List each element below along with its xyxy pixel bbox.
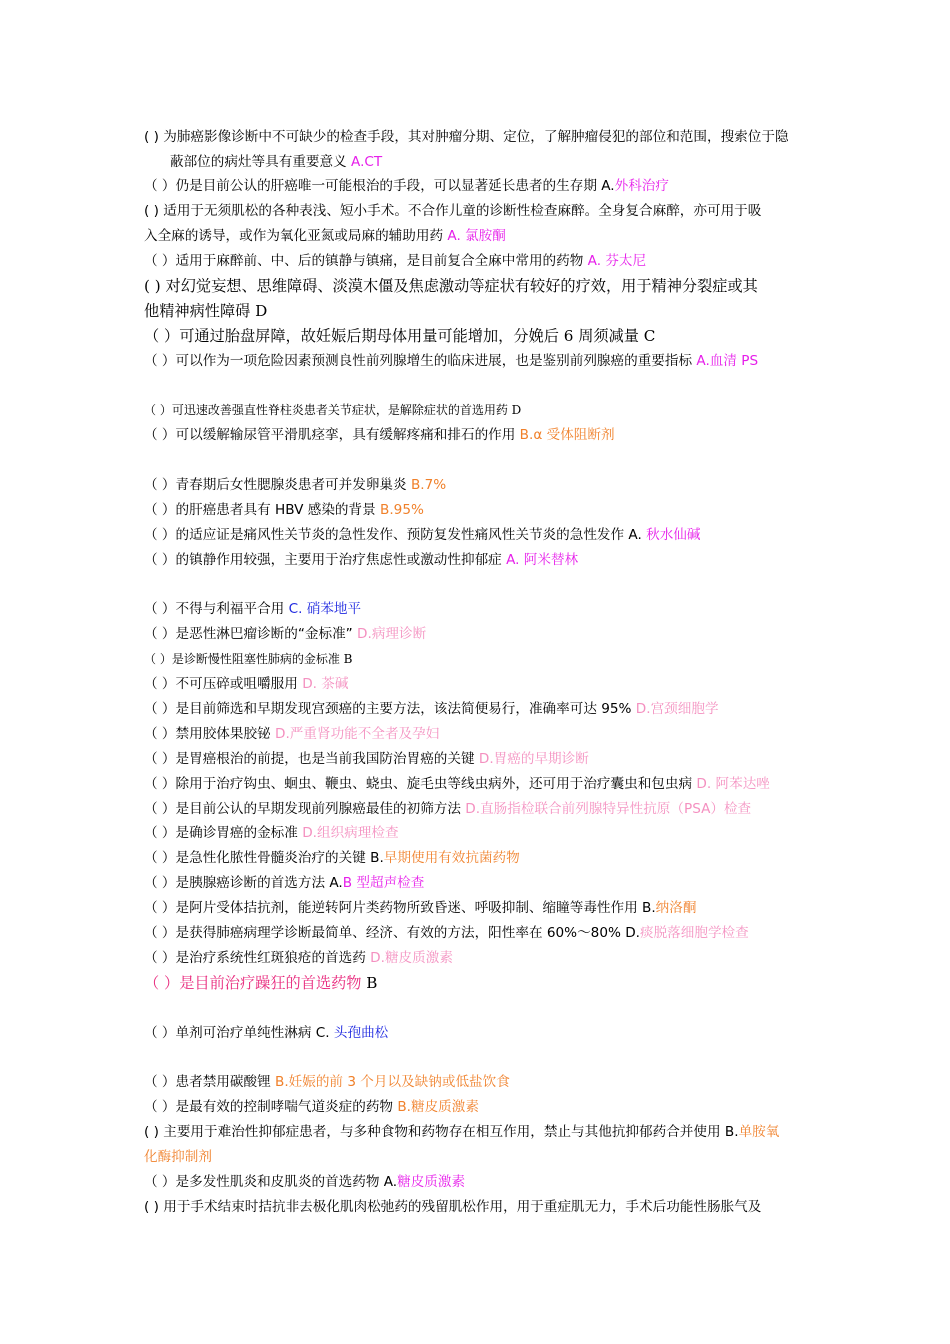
- question-text: （ ）是多发性肌炎和皮肌炎的首选药物 A.: [144, 1174, 398, 1190]
- answer-text: A. 氯胺酮: [447, 228, 506, 244]
- answer-text: D.糖皮质激素: [370, 950, 453, 966]
- answer-text: 化酶抑制剂: [144, 1149, 212, 1165]
- text-line: [144, 398, 824, 423]
- text-line: [144, 1145, 824, 1170]
- text-line: [144, 821, 824, 846]
- text-line: [144, 797, 824, 822]
- text-line: [144, 498, 824, 523]
- text-line: [144, 846, 824, 871]
- answer-text: A.CT: [351, 154, 383, 170]
- answer-text: C. 硝苯地平: [288, 601, 362, 617]
- answer-text: 秋水仙碱: [646, 527, 701, 543]
- question-text: 入全麻的诱导，或作为氧化亚氮或局麻的辅助用药: [144, 228, 448, 244]
- question-text: （ ）单剂可治疗单纯性淋病 C.: [144, 1025, 334, 1041]
- text-line: [144, 473, 824, 498]
- question-text: （ ）除用于治疗钩虫、蛔虫、鞭虫、蛲虫、旋毛虫等线虫病外，还可用于治疗囊虫和包虫病: [144, 776, 697, 792]
- answer-text: B 型超声检查: [342, 875, 425, 891]
- text-line: [170, 150, 850, 175]
- text-line: [144, 224, 824, 249]
- text-line: [144, 1195, 824, 1220]
- answer-text: B.妊娠的前 3 个月以及缺钠或低盐饮食: [275, 1074, 510, 1090]
- question-text: （ ）适用于麻醉前、中、后的镇静与镇痛，是目前复合全麻中常用的药物: [144, 253, 588, 269]
- text-line: [144, 125, 824, 150]
- text-line: [144, 423, 824, 448]
- question-text: （ ）青春期后女性腮腺炎患者可并发卵巢炎: [144, 477, 411, 493]
- question-text: （ ）是目前筛选和早期发现宫颈癌的主要方法，该法简便易行，准确率可达 95%: [144, 701, 636, 717]
- answer-text: D.组织病理检查: [302, 825, 399, 841]
- text-line: [144, 523, 824, 548]
- answer-text: D.病理诊断: [357, 626, 427, 642]
- answer-text: 糖皮质激素: [397, 1174, 466, 1190]
- answer-text: D.胃癌的早期诊断: [478, 751, 589, 767]
- text-line: [144, 722, 824, 747]
- text-line: [144, 274, 824, 299]
- text-line: [144, 1021, 824, 1046]
- question-text: （ ）是获得肺癌病理学诊断最简单、经济、有效的方法，阳性率在 60%～80% D.: [144, 925, 640, 941]
- text-line: [144, 199, 824, 224]
- question-text: （ ）的肝癌患者具有 HBV 感染的背景: [144, 502, 381, 518]
- question-text: ( ) 对幻觉妄想、思维障碍、淡漠木僵及焦虑激动等症状有较好的疗效，用于精神分裂症或其: [144, 277, 758, 295]
- answer-text: D. 茶碱: [302, 676, 349, 692]
- answer-text: D.严重肾功能不全者及孕妇: [275, 726, 440, 742]
- question-text: （ ）仍是目前公认的肝癌唯一可能根治的手段，可以显著延长患者的生存期 A.: [144, 178, 615, 194]
- text-line: [144, 349, 824, 374]
- text-line: [144, 1070, 824, 1095]
- question-text: （ ）的适应证是痛风性关节炎的急性发作、预防复发性痛风性关节炎的急性发作 A.: [144, 527, 647, 543]
- text-line: [144, 871, 824, 896]
- text-line: [144, 324, 824, 349]
- answer-text: D.直肠指检联合前列腺特异性抗原（PSA）检查: [465, 801, 752, 817]
- question-text: （ ）的镇静作用较强，主要用于治疗焦虑性或激动性抑郁症: [144, 552, 507, 568]
- text-line: [144, 697, 824, 722]
- answer-text: 痰脱落细胞学检查: [640, 925, 749, 941]
- question-text: ( ) 适用于无须肌松的各种表浅、短小手术。不合作儿童的诊断性检查麻醉。全身复合麻醉，亦可用于吸: [144, 203, 762, 219]
- text-line: [144, 1120, 824, 1145]
- question-text: （ ）可以作为一项危险因素预测良性前列腺增生的临床进展，也是鉴别前列腺癌的重要指标: [144, 353, 697, 369]
- question-text: （ ）是最有效的控制哮喘气道炎症的药物: [144, 1099, 398, 1115]
- answer-text: B.糖皮质激素: [397, 1099, 479, 1115]
- text-line: [144, 647, 824, 672]
- question-text: （ ）禁用胶体果胶铋: [144, 726, 275, 742]
- question-text: （ ）是恶性淋巴瘤诊断的“金标准”: [144, 626, 358, 642]
- question-text: （ ）可通过胎盘屏障，故妊娠后期母体用量可能增加，分娩后 6 周须减量 C: [144, 327, 656, 345]
- answer-text: D.宫颈细胞学: [635, 701, 719, 717]
- answer-text: （ ）是目前治疗躁狂的首选药物: [144, 974, 367, 992]
- question-text: ( ) 主要用于难治性抑郁症患者，与多种食物和药物存在相互作用，禁止与其他抗抑郁药合并使用 B.: [144, 1124, 739, 1140]
- text-line: [144, 174, 824, 199]
- answer-text: 外科治疗: [614, 178, 669, 194]
- question-text: ( ) 用于手术结束时拮抗非去极化肌肉松弛药的残留肌松作用，用于重症肌无力，手术后功能性肠胀气及: [144, 1199, 762, 1215]
- text-line: [144, 772, 824, 797]
- text-line: [144, 946, 824, 971]
- answer-text: A.血清 PS: [696, 353, 759, 369]
- answer-text: 头孢曲松: [333, 1025, 389, 1041]
- question-text: 蔽部位的病灶等具有重要意义: [170, 154, 352, 170]
- question-text: （ ）是阿片受体拮抗剂，能逆转阿片类药物所致昏迷、呼吸抑制、缩瞳等毒性作用 B.: [144, 900, 656, 916]
- answer-text: A. 芬太尼: [587, 253, 647, 269]
- question-text: （ ）是治疗系统性红斑狼疮的首选药: [144, 950, 371, 966]
- question-text: （ ）可以缓解输尿管平滑肌痉挛，具有缓解疼痛和排石的作用: [144, 427, 520, 443]
- question-text: （ ）是确诊胃癌的金标准: [144, 825, 303, 841]
- text-line: [144, 896, 824, 921]
- question-text: （ ）是诊断慢性阻塞性肺病的金标准 B: [144, 652, 353, 666]
- text-line: [144, 548, 824, 573]
- answer-text: D. 阿苯达唑: [696, 776, 770, 792]
- question-text: B: [366, 974, 378, 992]
- text-line: [144, 1170, 824, 1195]
- question-text: （ ）是急性化脓性骨髓炎治疗的关键 B.: [144, 850, 384, 866]
- question-text: （ ）不得与利福平合用: [144, 601, 289, 617]
- text-line: [144, 1095, 824, 1120]
- answer-text: B.7%: [410, 477, 447, 493]
- answer-text: B.α 受体阻断剂: [519, 427, 615, 443]
- answer-text: A. 阿米替林: [506, 552, 579, 568]
- question-text: ( ) 为肺癌影像诊断中不可缺少的检查手段，其对肿瘤分期、定位，了解肿瘤侵犯的部位和范围，搜索位于隐: [144, 129, 789, 145]
- text-line: [144, 971, 824, 996]
- question-text: （ ）可迅速改善强直性脊柱炎患者关节症状，是解除症状的首选用药 D: [144, 403, 522, 417]
- question-text: （ ）是胰腺癌诊断的首选方法 A.: [144, 875, 343, 891]
- question-text: （ ）是胃癌根治的前提，也是当前我国防治胃癌的关键: [144, 751, 479, 767]
- question-text: （ ）患者禁用碳酸锂: [144, 1074, 275, 1090]
- text-line: [144, 597, 824, 622]
- text-line: [144, 747, 824, 772]
- text-line: [144, 249, 824, 274]
- text-line: [144, 672, 824, 697]
- text-line: [144, 921, 824, 946]
- text-line: [144, 299, 824, 324]
- question-text: （ ）不可压碎或咀嚼服用: [144, 676, 303, 692]
- question-text: 他精神病性障碍 D: [144, 302, 268, 320]
- answer-text: 单胺氧: [738, 1124, 780, 1140]
- answer-text: 早期使用有效抗菌药物: [383, 850, 520, 866]
- question-text: （ ）是目前公认的早期发现前列腺癌最佳的初筛方法: [144, 801, 466, 817]
- text-line: [144, 622, 824, 647]
- answer-text: 纳洛酮: [655, 900, 697, 916]
- answer-text: B.95%: [380, 502, 424, 518]
